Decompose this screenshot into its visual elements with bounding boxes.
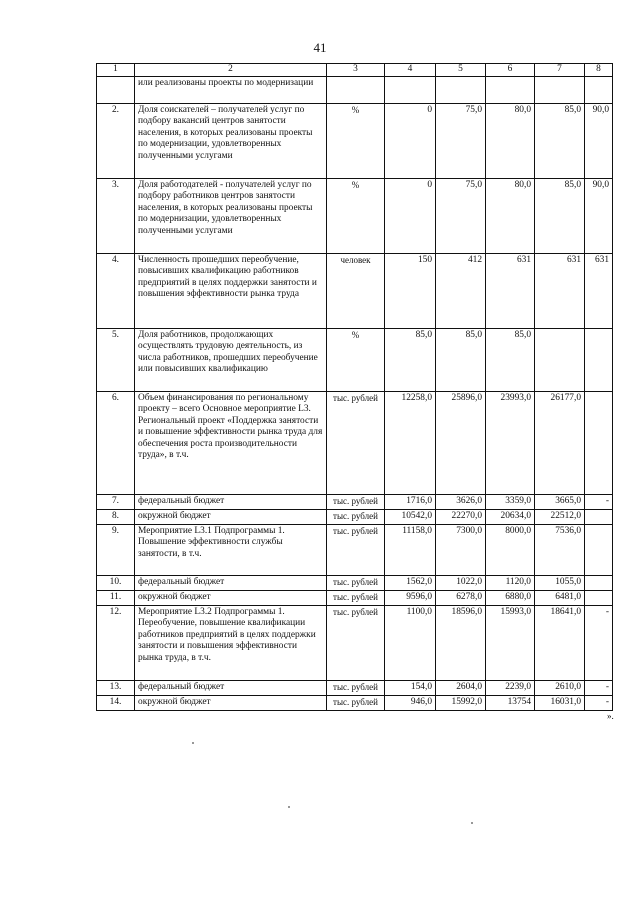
row-number: 14. bbox=[97, 695, 135, 710]
row-value-col8: - bbox=[585, 695, 613, 710]
row-value-col5: 22270,0 bbox=[436, 509, 486, 524]
table-row bbox=[97, 590, 613, 605]
row-description: Численность прошедших переобучение, повысивших квалификацию работников предприятий в целях поддержки занятости и повышения эффективности рынка труда bbox=[135, 253, 327, 328]
row-value-col8: 90,0 bbox=[585, 103, 613, 178]
row-value-col4: 0 bbox=[385, 103, 436, 178]
table-row bbox=[97, 509, 613, 524]
row-number: 3. bbox=[97, 178, 135, 253]
row-value-col5: 25896,0 bbox=[436, 391, 486, 494]
row-value-col5: 3626,0 bbox=[436, 494, 486, 509]
row-value-col7: 85,0 bbox=[535, 178, 585, 253]
row-unit bbox=[327, 76, 385, 103]
row-value-col8 bbox=[585, 391, 613, 494]
row-description: окружной бюджет bbox=[135, 509, 327, 524]
row-description: Доля работодателей - получателей услуг по подбору работников центров занятости населения, в которых реализованы проекты по модернизации, удовлетворенных полученными услугами bbox=[135, 178, 327, 253]
row-number: 12. bbox=[97, 605, 135, 680]
row-value-col8 bbox=[585, 524, 613, 575]
row-value-col6: 23993,0 bbox=[486, 391, 535, 494]
row-value-col4: 0 bbox=[385, 178, 436, 253]
closing-quote-mark: ». bbox=[607, 711, 614, 721]
row-value-col7: 2610,0 bbox=[535, 680, 585, 695]
row-value-col7: 85,0 bbox=[535, 103, 585, 178]
row-value-col8: - bbox=[585, 494, 613, 509]
row-number: 13. bbox=[97, 680, 135, 695]
row-value-col5: 15992,0 bbox=[436, 695, 486, 710]
row-value-col6: 85,0 bbox=[486, 328, 535, 391]
row-value-col6: 15993,0 bbox=[486, 605, 535, 680]
table-row bbox=[97, 391, 613, 494]
column-header: 3 bbox=[327, 64, 385, 77]
column-header: 2 bbox=[135, 64, 327, 77]
row-description: Объем финансирования по региональному проекту – всего Основное мероприятие L3. Региональный проект «Поддержка занятости и повышение эффективности рынка труда для обеспечения роста производительности труда», в т.ч. bbox=[135, 391, 327, 494]
column-header: 4 bbox=[385, 64, 436, 77]
row-unit: человек bbox=[327, 253, 385, 328]
column-header: 8 bbox=[585, 64, 613, 77]
row-description: окружной бюджет bbox=[135, 695, 327, 710]
row-value-col8 bbox=[585, 328, 613, 391]
row-description: Мероприятие L3.1 Подпрограммы 1. Повышение эффективности службы занятости, в т.ч. bbox=[135, 524, 327, 575]
row-value-col5: 7300,0 bbox=[436, 524, 486, 575]
row-value-col4: 1100,0 bbox=[385, 605, 436, 680]
row-value-col7: 631 bbox=[535, 253, 585, 328]
row-value-col6: 8000,0 bbox=[486, 524, 535, 575]
row-value-col7: 16031,0 bbox=[535, 695, 585, 710]
row-number: 9. bbox=[97, 524, 135, 575]
row-unit: % bbox=[327, 103, 385, 178]
row-value-col7: 3665,0 bbox=[535, 494, 585, 509]
row-value-col5: 1022,0 bbox=[436, 575, 486, 590]
row-value-col6: 80,0 bbox=[486, 103, 535, 178]
row-unit: тыс. рублей bbox=[327, 605, 385, 680]
row-value-col4: 12258,0 bbox=[385, 391, 436, 494]
row-description: федеральный бюджет bbox=[135, 575, 327, 590]
row-value-col7: 6481,0 bbox=[535, 590, 585, 605]
row-value-col5: 18596,0 bbox=[436, 605, 486, 680]
row-value-col8: 631 bbox=[585, 253, 613, 328]
row-description: или реализованы проекты по модернизации bbox=[135, 76, 327, 103]
table-row bbox=[97, 695, 613, 710]
row-unit: тыс. рублей bbox=[327, 509, 385, 524]
row-value-col4: 11158,0 bbox=[385, 524, 436, 575]
row-description: Доля работников, продолжающих осуществлять трудовую деятельность, из числа работников, прошедших переобучение или повысивших квалификацию bbox=[135, 328, 327, 391]
row-number: 10. bbox=[97, 575, 135, 590]
row-value-col6: 13754 bbox=[486, 695, 535, 710]
row-number: 6. bbox=[97, 391, 135, 494]
row-description: федеральный бюджет bbox=[135, 494, 327, 509]
column-header: 6 bbox=[486, 64, 535, 77]
row-unit: % bbox=[327, 328, 385, 391]
row-value-col4: 946,0 bbox=[385, 695, 436, 710]
row-description: окружной бюджет bbox=[135, 590, 327, 605]
row-value-col7: 18641,0 bbox=[535, 605, 585, 680]
row-value-col4: 9596,0 bbox=[385, 590, 436, 605]
row-value-col8 bbox=[585, 575, 613, 590]
row-value-col6: 3359,0 bbox=[486, 494, 535, 509]
row-description: федеральный бюджет bbox=[135, 680, 327, 695]
data-table bbox=[96, 63, 613, 711]
table-row bbox=[97, 76, 613, 103]
table-row bbox=[97, 680, 613, 695]
table-row bbox=[97, 328, 613, 391]
row-value-col5: 85,0 bbox=[436, 328, 486, 391]
row-value-col4: 1562,0 bbox=[385, 575, 436, 590]
row-value-col8 bbox=[585, 590, 613, 605]
row-number: 4. bbox=[97, 253, 135, 328]
scan-speck bbox=[288, 806, 290, 808]
table-row bbox=[97, 253, 613, 328]
scan-speck bbox=[192, 742, 194, 744]
row-unit: тыс. рублей bbox=[327, 695, 385, 710]
row-value-col8: - bbox=[585, 605, 613, 680]
row-value-col4: 154,0 bbox=[385, 680, 436, 695]
row-value-col6: 1120,0 bbox=[486, 575, 535, 590]
row-number bbox=[97, 76, 135, 103]
table-header-row bbox=[97, 64, 613, 77]
row-value-col8 bbox=[585, 509, 613, 524]
row-number: 8. bbox=[97, 509, 135, 524]
row-value-col5: 412 bbox=[436, 253, 486, 328]
row-unit: тыс. рублей bbox=[327, 524, 385, 575]
row-value-col4 bbox=[385, 76, 436, 103]
row-description: Доля соискателей – получателей услуг по подбору вакансий центров занятости населения, в которых реализованы проекты по модернизации, удовлетворенных полученными услугами bbox=[135, 103, 327, 178]
row-unit: % bbox=[327, 178, 385, 253]
page-number: 41 bbox=[313, 40, 327, 55]
column-header: 5 bbox=[436, 64, 486, 77]
row-value-col5: 2604,0 bbox=[436, 680, 486, 695]
table-row bbox=[97, 103, 613, 178]
row-description: Мероприятие L3.2 Подпрограммы 1. Переобучение, повышение квалификации работников предприятий в целях поддержки занятости и повышения эффективности рынка труда, в т.ч. bbox=[135, 605, 327, 680]
row-unit: тыс. рублей bbox=[327, 680, 385, 695]
column-header: 1 bbox=[97, 64, 135, 77]
row-value-col8 bbox=[585, 76, 613, 103]
table-row bbox=[97, 494, 613, 509]
row-value-col4: 150 bbox=[385, 253, 436, 328]
table-body bbox=[97, 64, 613, 711]
table-row bbox=[97, 178, 613, 253]
row-value-col7: 26177,0 bbox=[535, 391, 585, 494]
row-value-col7 bbox=[535, 76, 585, 103]
row-value-col6: 631 bbox=[486, 253, 535, 328]
row-number: 5. bbox=[97, 328, 135, 391]
row-value-col7: 22512,0 bbox=[535, 509, 585, 524]
row-value-col7: 1055,0 bbox=[535, 575, 585, 590]
table-row bbox=[97, 605, 613, 680]
row-number: 11. bbox=[97, 590, 135, 605]
table-row bbox=[97, 524, 613, 575]
row-value-col5: 75,0 bbox=[436, 103, 486, 178]
row-unit: тыс. рублей bbox=[327, 494, 385, 509]
row-number: 7. bbox=[97, 494, 135, 509]
scan-speck bbox=[471, 822, 473, 824]
row-unit: тыс. рублей bbox=[327, 590, 385, 605]
row-value-col7 bbox=[535, 328, 585, 391]
row-value-col8: 90,0 bbox=[585, 178, 613, 253]
table-row bbox=[97, 575, 613, 590]
row-value-col6: 2239,0 bbox=[486, 680, 535, 695]
row-value-col4: 1716,0 bbox=[385, 494, 436, 509]
row-value-col8: - bbox=[585, 680, 613, 695]
row-unit: тыс. рублей bbox=[327, 391, 385, 494]
row-value-col4: 10542,0 bbox=[385, 509, 436, 524]
row-number: 2. bbox=[97, 103, 135, 178]
row-value-col6 bbox=[486, 76, 535, 103]
row-value-col6: 20634,0 bbox=[486, 509, 535, 524]
row-value-col6: 80,0 bbox=[486, 178, 535, 253]
column-header: 7 bbox=[535, 64, 585, 77]
row-value-col4: 85,0 bbox=[385, 328, 436, 391]
row-value-col5 bbox=[436, 76, 486, 103]
row-value-col5: 6278,0 bbox=[436, 590, 486, 605]
row-value-col7: 7536,0 bbox=[535, 524, 585, 575]
row-unit: тыс. рублей bbox=[327, 575, 385, 590]
row-value-col5: 75,0 bbox=[436, 178, 486, 253]
row-value-col6: 6880,0 bbox=[486, 590, 535, 605]
